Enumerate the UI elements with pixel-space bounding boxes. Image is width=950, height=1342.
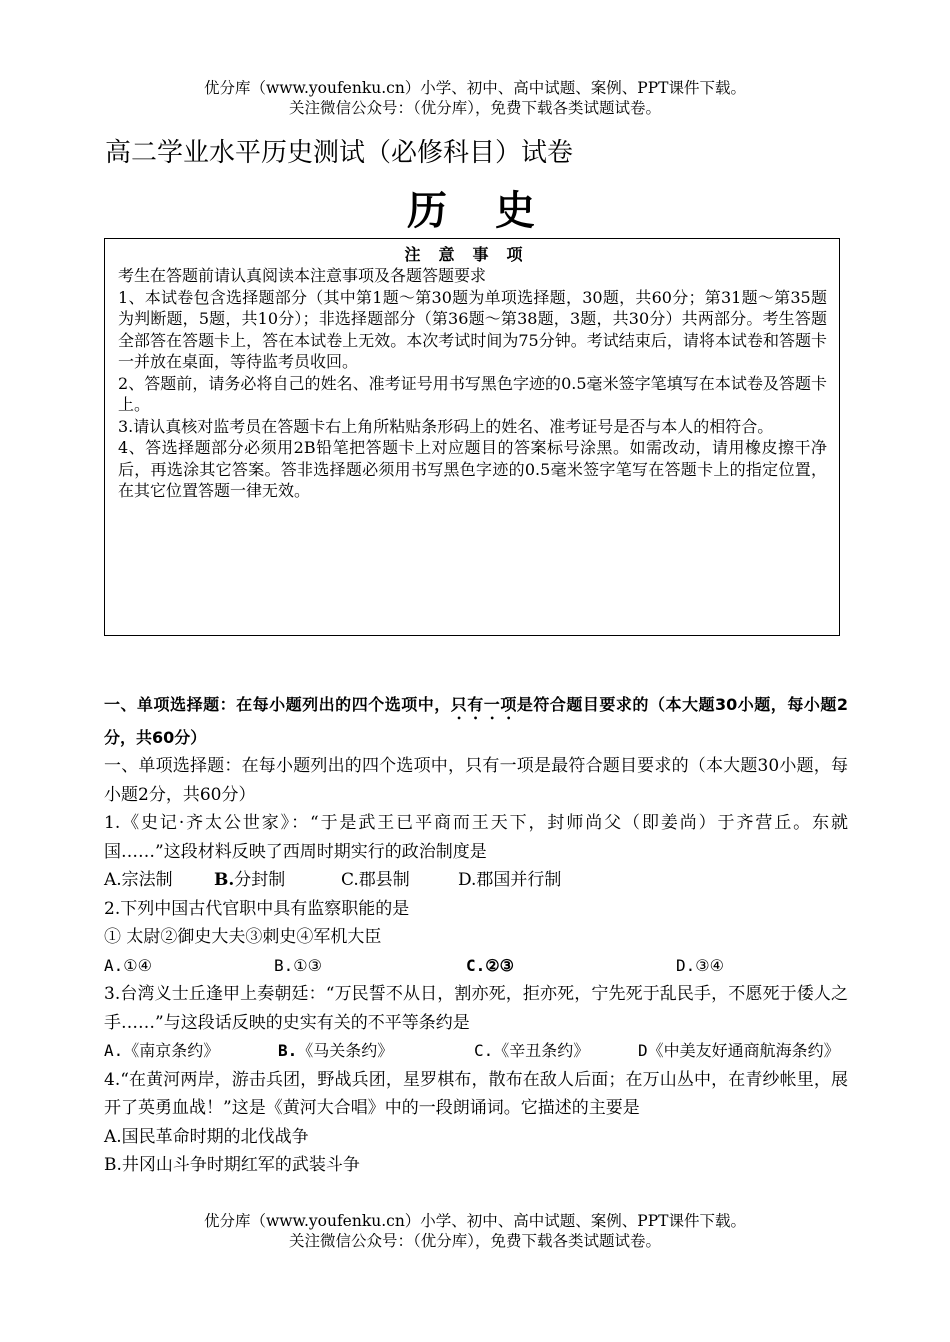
q1-option-d[interactable]: D.郡国并行制: [458, 870, 562, 890]
q4-option-a[interactable]: A.国民革命时期的北伐战争: [104, 1126, 309, 1147]
q2-option-d[interactable]: D.③④: [676, 955, 724, 975]
q1-option-b-text: 分封制: [234, 870, 286, 890]
notice-heading: 注意事项: [404, 245, 541, 264]
question-3-options: [104, 1037, 848, 1066]
question-1-options: [104, 866, 848, 895]
section-heading-post: 是符合题目要求的（本大题30小题，每小题2分，共60分）: [104, 695, 848, 747]
footer-line-1: 优分库（www.youfenku.cn）小学、初中、高中试题、案例、PPT课件下载。: [203, 1212, 747, 1230]
section-heading-repeat: 一、单项选择题：在每小题列出的四个选项中，只有一项是最符合题目要求的（本大题30小题，每小题2分，共60分）: [104, 756, 848, 805]
question-2-options: [104, 952, 848, 981]
notice-box: [104, 238, 840, 636]
notice-item-1: 1、本试卷包含选择题部分（其中第1题～第30题为单项选择题，30题，共60分；第31题～第35题为判断题，5题，共10分）；非选择题部分（第36题～第38题，3题，共30分）共两部分。考生答题全部答在答题卡上，答在本试卷上无效。本次考试时间为75分钟。考试结束后，请将本试卷和答题卡一并放在桌面，等待监考员收回。: [118, 287, 827, 371]
question-3-stem: 3.台湾义士丘逢甲上奏朝廷：“万民誓不从日，割亦死，拒亦死，宁先死于乱民手，不愿死于倭人之手……”与这段话反映的史实有关的不平等条约是: [104, 984, 848, 1033]
q4-option-b[interactable]: B.井冈山斗争时期红军的武装斗争: [104, 1155, 360, 1175]
section-heading-emph: 只有一项: [450, 695, 517, 714]
q3-option-b-text: 《马关条约》: [297, 1041, 394, 1060]
section-heading-pre: 一、单项选择题：在每小题列出的四个选项中，: [104, 695, 451, 714]
question-content: [104, 690, 848, 1180]
notice-item-3: 3.请认真核对监考员在答题卡右上角所粘贴条形码上的姓名、准考证号是否与本人的相符合。: [118, 416, 774, 436]
question-2-sub: ① 太尉②御史大夫③刺史④军机大臣: [104, 927, 382, 947]
section-heading: [104, 690, 848, 752]
notice-intro: 考生在答题前请认真阅读本注意事项及各题答题要求: [118, 266, 487, 285]
q1-option-c[interactable]: C.郡县制: [341, 870, 410, 890]
q2-option-c[interactable]: C.②③: [466, 955, 514, 975]
q1-option-a[interactable]: A.宗法制: [104, 870, 173, 890]
header-line-1: 优分库（www.youfenku.cn）小学、初中、高中试题、案例、PPT课件下载。: [203, 79, 747, 97]
q3-option-b[interactable]: [278, 1037, 474, 1066]
q3-option-d[interactable]: D《中美友好通商航海条约》: [638, 1041, 840, 1060]
q3-option-b-letter: B.: [278, 1041, 298, 1060]
q2-option-b[interactable]: B.①③: [274, 955, 322, 975]
notice-item-4: 4、答选择题部分必须用2B铅笔把答题卡上对应题目的答案标号涂黑。如需改动，请用橡皮擦干净后，再选涂其它答案。答非选择题必须用书写黑色字迹的0.5毫米签字笔写在答题卡上的指定位置，在其它位置答题一律无效。: [118, 438, 827, 500]
exam-title: 高二学业水平历史测试（必修科目）试卷: [105, 138, 574, 168]
header-line-2: 关注微信公众号：（优分库），免费下载各类试题试卷。: [288, 99, 661, 117]
q1-option-b-letter: B.: [214, 870, 235, 890]
footer-line-2: 关注微信公众号：（优分库），免费下载各类试题试卷。: [288, 1232, 661, 1250]
question-4-stem: 4.“在黄河两岸，游击兵团，野战兵团，星罗棋布，散布在敌人后面；在万山丛中，在青纱帐里，展开了英勇血战！”这是《黄河大合唱》中的一段朗诵词。它描述的主要是: [104, 1069, 848, 1118]
q2-option-a[interactable]: A.①④: [104, 955, 152, 975]
question-1-stem: 1.《史记·齐太公世家》：“于是武王已平商而王天下，封师尚父（即姜尚）于齐营丘。东就国……”这段材料反映了西周时期实行的政治制度是: [104, 813, 848, 862]
subject-title: 历史: [407, 187, 583, 234]
q3-option-c[interactable]: C.《辛丑条约》: [474, 1041, 590, 1060]
notice-item-2: 2、答题前，请务必将自己的姓名、准考证号用书写黑色字迹的0.5毫米签字笔填写在本试卷及答题卡上。: [118, 373, 827, 414]
q1-option-b[interactable]: [214, 866, 341, 895]
question-2-stem: 2.下列中国古代官职中具有监察职能的是: [104, 898, 410, 919]
q3-option-a[interactable]: A.《南京条约》: [104, 1041, 220, 1060]
